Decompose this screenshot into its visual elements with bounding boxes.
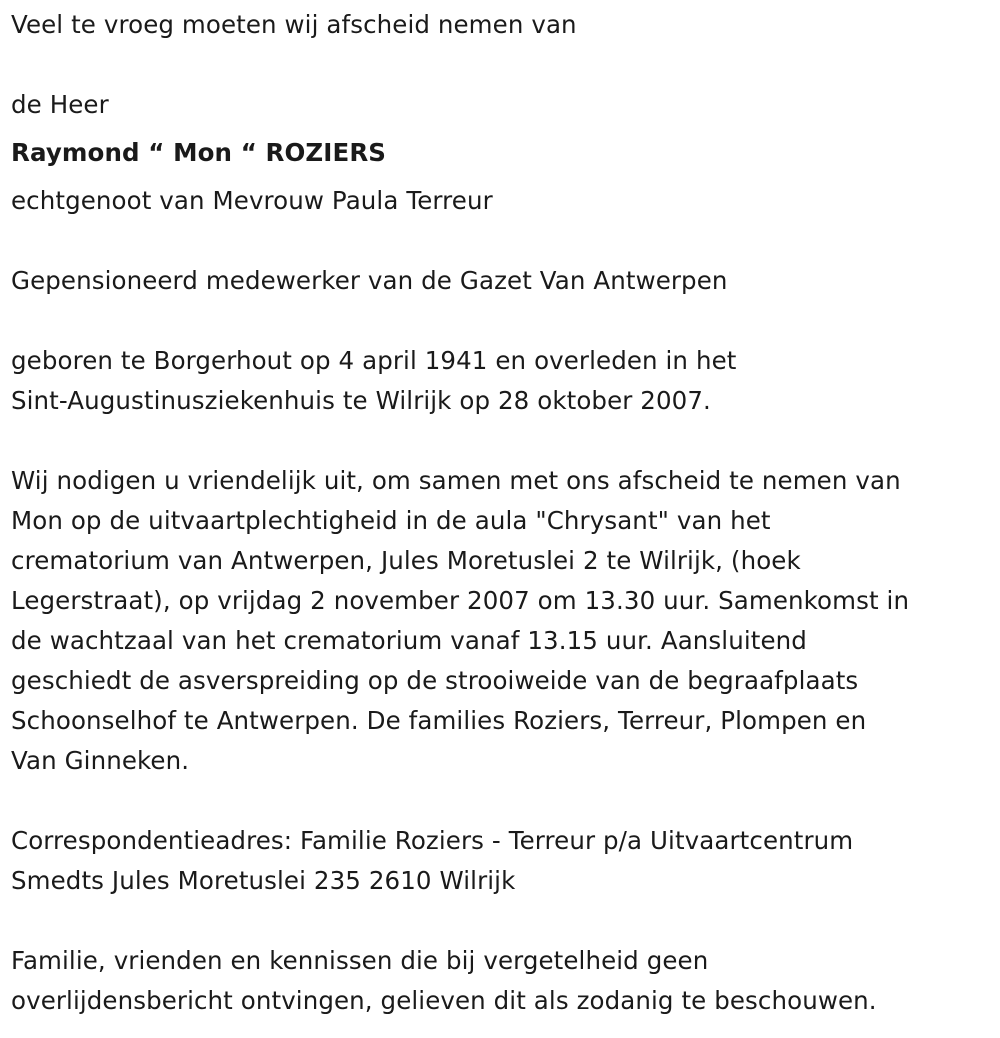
spacer <box>11 45 986 85</box>
deceased-name: Raymond “ Mon “ ROZIERS <box>11 138 387 167</box>
paragraph-line: Correspondentieadres: Familie Roziers - Terreur p/a Uitvaartcentrum <box>11 826 854 855</box>
paragraph-line: geboren te Borgerhout op 4 april 1941 en overleden in het <box>11 346 737 375</box>
opening-line: Veel te vroeg moeten wij afscheid nemen van <box>11 10 577 39</box>
birth-death-paragraph <box>11 341 986 421</box>
paragraph-line: Mon op de uitvaartplechtigheid in de aula "Chrysant" van het <box>11 506 771 535</box>
paragraph-line: Legerstraat), op vrijdag 2 november 2007 om 13.30 uur. Samenkomst in <box>11 586 910 615</box>
paragraph-line: crematorium van Antwerpen, Jules Moretuslei 2 te Wilrijk, (hoek <box>11 546 801 575</box>
obituary-notice <box>11 5 986 1021</box>
paragraph-line: de wachtzaal van het crematorium vanaf 13.15 uur. Aansluitend <box>11 626 807 655</box>
occupation-line: Gepensioneerd medewerker van de Gazet Van Antwerpen <box>11 266 728 295</box>
salutation: de Heer <box>11 90 109 119</box>
invitation-paragraph <box>11 461 986 781</box>
closing-paragraph <box>11 941 986 1021</box>
paragraph-line: overlijdensbericht ontvingen, gelieven dit als zodanig te beschouwen. <box>11 986 877 1015</box>
spacer <box>11 901 986 941</box>
spouse-line: echtgenoot van Mevrouw Paula Terreur <box>11 186 493 215</box>
paragraph-line: geschiedt de asverspreiding op de strooiweide van de begraafplaats <box>11 666 859 695</box>
paragraph-line: Smedts Jules Moretuslei 235 2610 Wilrijk <box>11 866 516 895</box>
paragraph-line: Van Ginneken. <box>11 746 190 775</box>
spacer <box>11 301 986 341</box>
spacer <box>11 221 986 261</box>
paragraph-line: Wij nodigen u vriendelijk uit, om samen met ons afscheid te nemen van <box>11 466 901 495</box>
paragraph-line: Sint-Augustinusziekenhuis te Wilrijk op 28 oktober 2007. <box>11 386 711 415</box>
spacer <box>11 421 986 461</box>
paragraph-line: Schoonselhof te Antwerpen. De families Roziers, Terreur, Plompen en <box>11 706 867 735</box>
spacer <box>11 781 986 821</box>
paragraph-line: Familie, vrienden en kennissen die bij vergetelheid geen <box>11 946 709 975</box>
spacer <box>11 125 986 133</box>
correspondence-paragraph <box>11 821 986 901</box>
